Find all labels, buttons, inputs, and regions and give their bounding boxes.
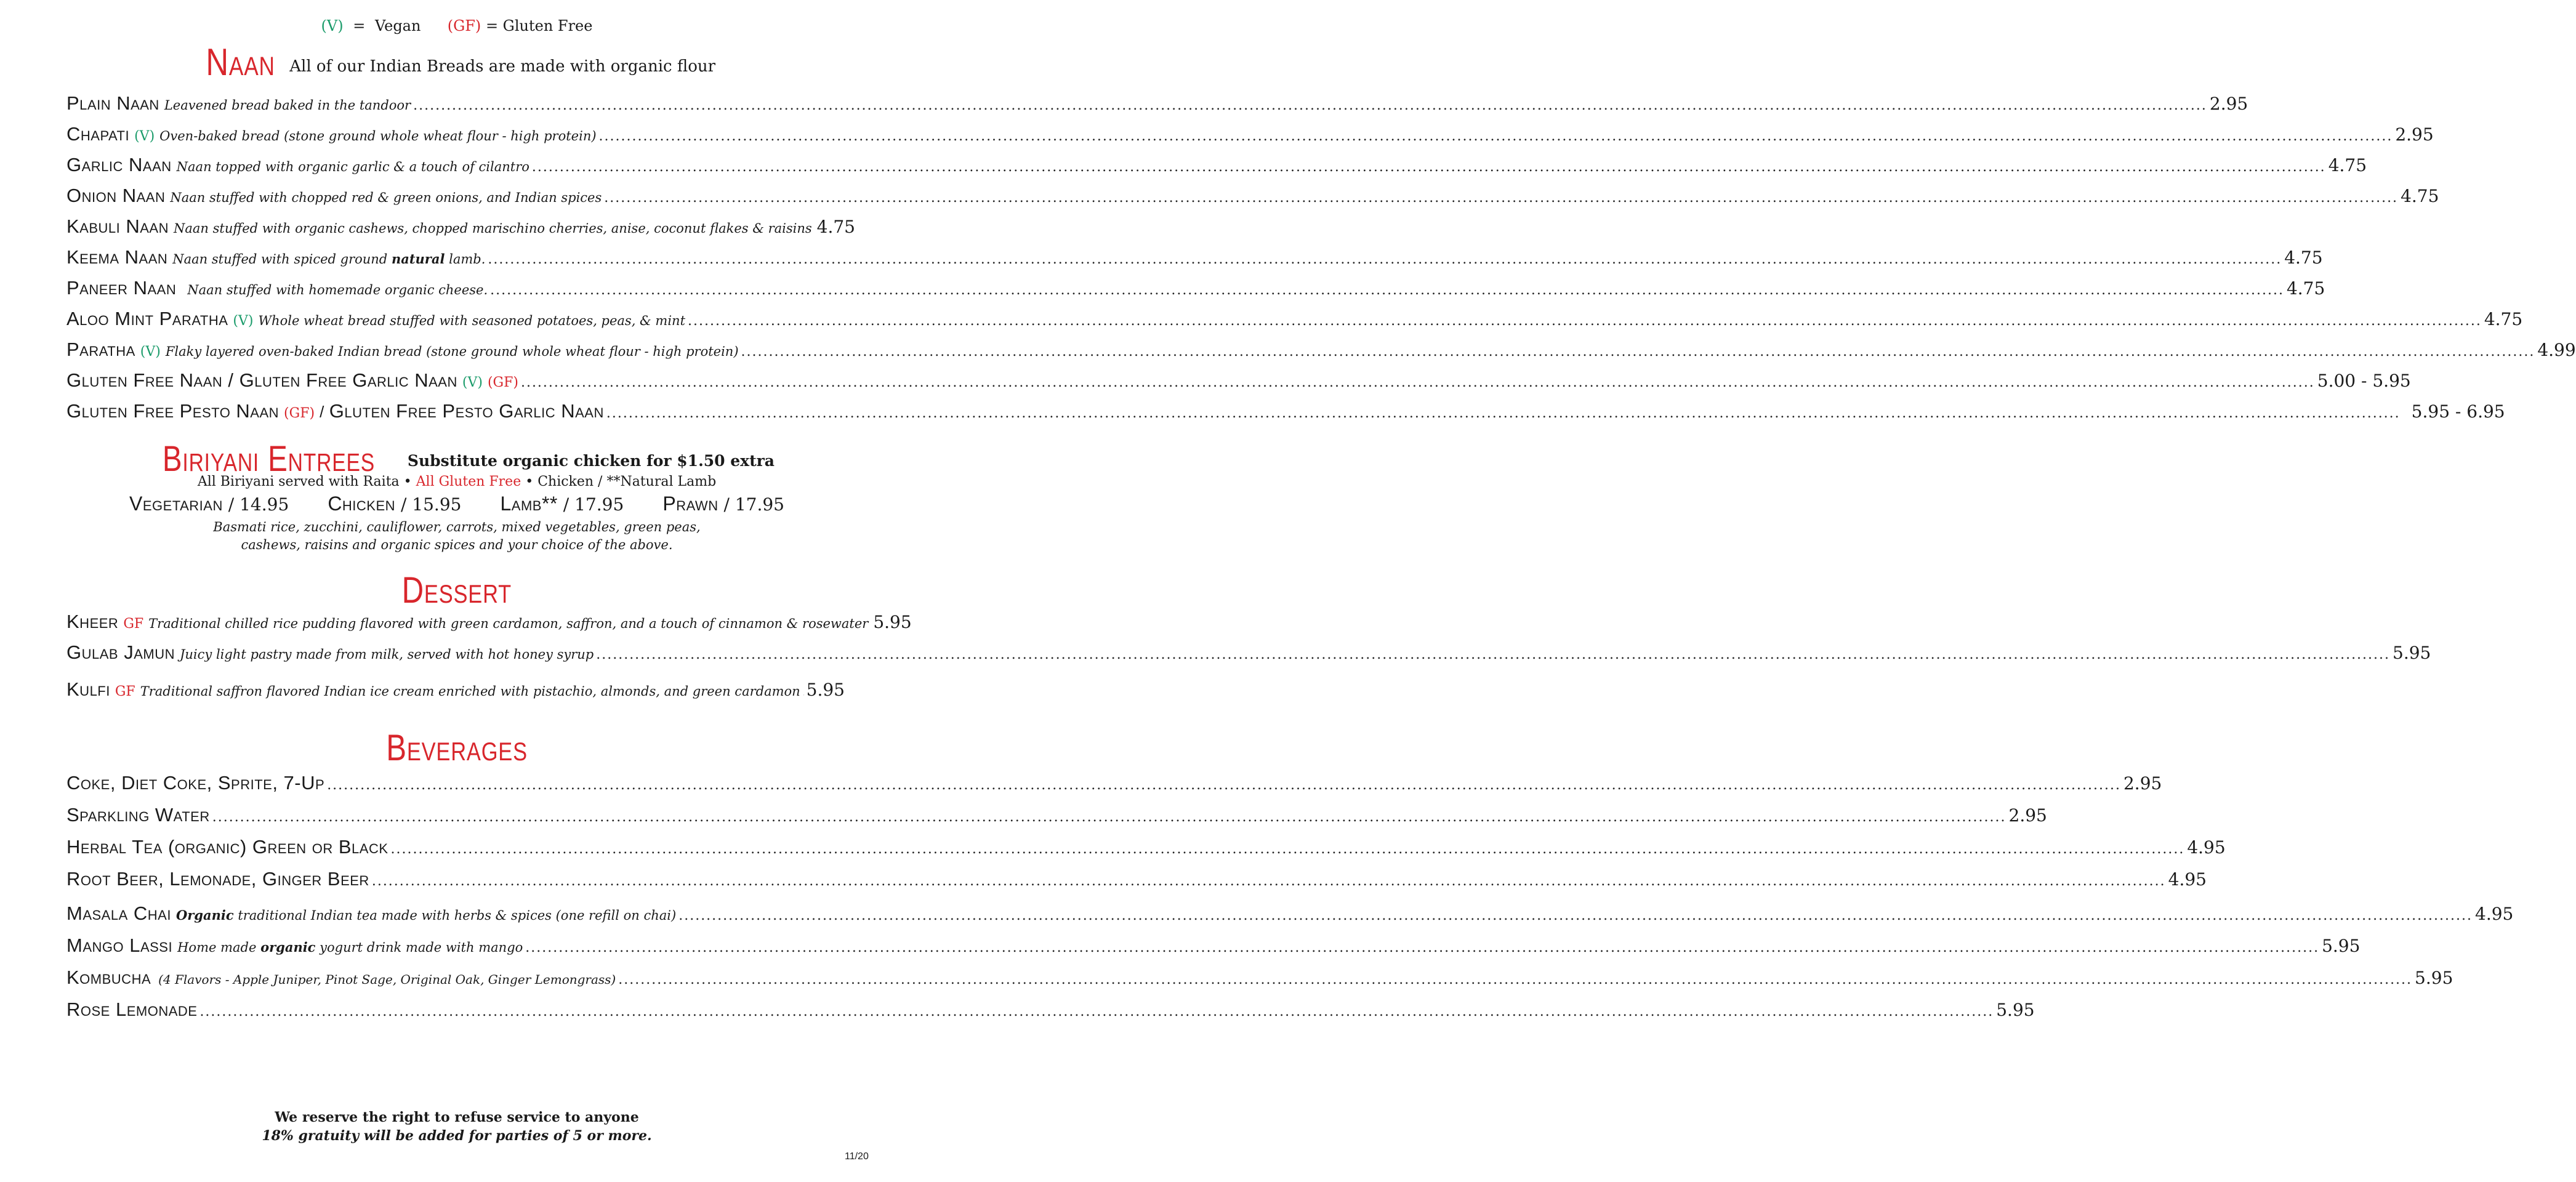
vegan-code: (V) bbox=[321, 17, 344, 34]
dot-leader bbox=[212, 810, 2006, 825]
menu-item bbox=[66, 641, 2431, 664]
item-price: 2.95 bbox=[2209, 94, 2248, 114]
item-description: Oven-baked bread (stone ground whole wheat flour - high protein) bbox=[159, 129, 597, 143]
dot-leader bbox=[688, 313, 2482, 329]
item-price: 2.95 bbox=[2395, 124, 2434, 145]
desc-emphasis: natural bbox=[391, 251, 445, 267]
item-price: 4.75 bbox=[2401, 186, 2439, 206]
desc-text: yogurt drink made with mango bbox=[320, 940, 523, 955]
gluten-free-code: (GF) bbox=[447, 17, 481, 34]
biriyani-subtitle: Substitute organic chicken for $1.50 extra bbox=[407, 452, 775, 470]
item-price: 4.95 bbox=[2475, 904, 2514, 924]
footer bbox=[0, 1108, 914, 1145]
dot-leader bbox=[599, 129, 2393, 144]
item-name: Paratha bbox=[66, 339, 135, 360]
option-name: Prawn bbox=[662, 492, 718, 515]
biriyani-info-text: • Chicken / **Natural Lamb bbox=[525, 474, 717, 489]
item-name: Coke, Diet Coke, Sprite, 7-Up bbox=[66, 772, 325, 794]
biriyani-option bbox=[501, 492, 624, 515]
option-price: / 14.95 bbox=[228, 494, 289, 515]
item-name: Masala Chai bbox=[66, 903, 171, 924]
vegan-label: Vegan bbox=[374, 17, 421, 34]
menu-item bbox=[66, 804, 2047, 826]
item-price: 5.95 bbox=[873, 612, 912, 632]
item-price: 4.75 bbox=[2484, 309, 2523, 329]
item-price: 4.75 bbox=[2286, 278, 2325, 299]
item-description: Traditional saffron flavored Indian ice cream enriched with pistachio, almonds, and green cardamon bbox=[140, 684, 800, 699]
menu-item bbox=[66, 277, 2325, 299]
dot-leader bbox=[678, 908, 2473, 923]
vegan-tag: (V) bbox=[140, 344, 161, 360]
gluten-free-note: All Gluten Free bbox=[416, 474, 521, 489]
item-name: Root Beer, Lemonade, Ginger Beer bbox=[66, 868, 369, 890]
menu-item bbox=[66, 935, 2361, 957]
vegan-tag: (V) bbox=[233, 313, 254, 329]
menu-item bbox=[66, 903, 2514, 925]
biriyani-option bbox=[129, 492, 289, 515]
biriyani-option bbox=[662, 492, 784, 515]
item-price: 4.75 bbox=[2328, 155, 2367, 175]
item-name: Gulab Jamun bbox=[66, 641, 175, 663]
item-description: Whole wheat bread stuffed with seasoned potatoes, peas, & mint bbox=[258, 313, 686, 328]
item-name: Gluten Free Pesto Garlic Naan bbox=[329, 400, 604, 422]
menu-item bbox=[66, 154, 2367, 176]
menu-item bbox=[66, 400, 2505, 422]
item-description bbox=[177, 939, 523, 955]
item-description: Naan stuffed with organic cashews, chopped marischino cherries, anise, coconut flakes & raisins bbox=[174, 221, 812, 236]
menu-item bbox=[66, 868, 2207, 890]
menu-item bbox=[66, 369, 2411, 392]
footer-policy: We reserve the right to refuse service to anyone bbox=[275, 1109, 639, 1125]
item-description: Naan stuffed with homemade organic cheese. bbox=[187, 283, 488, 297]
item-name: Kabuli Naan bbox=[66, 215, 169, 237]
item-price: 5.00 - 5.95 bbox=[2317, 371, 2411, 391]
dot-leader bbox=[525, 940, 2319, 955]
item-description: Juicy light pastry made from milk, served with hot honey syrup bbox=[179, 647, 594, 662]
item-separator: / bbox=[320, 403, 324, 421]
item-description: Leavened bread baked in the tandoor bbox=[164, 98, 411, 113]
item-description: Flaky layered oven-baked Indian bread (stone ground whole wheat flour - high protein) bbox=[165, 344, 739, 359]
item-name: Kulfi bbox=[66, 678, 110, 700]
dot-leader bbox=[391, 842, 2185, 857]
desc-emphasis: organic bbox=[260, 939, 316, 955]
item-name: Chapati bbox=[66, 123, 130, 145]
footer-gratuity: 18% gratuity will be added for parties of 5 or more. bbox=[262, 1128, 652, 1144]
item-name: Onion Naan bbox=[66, 185, 166, 206]
menu-item bbox=[66, 678, 845, 701]
item-name: Rose Lemonade bbox=[66, 999, 198, 1020]
biriyani-section-heading bbox=[0, 438, 914, 480]
beverages-section-heading bbox=[0, 726, 914, 769]
item-price: 4.75 bbox=[816, 217, 855, 237]
menu-item bbox=[66, 999, 2035, 1021]
biriyani-description bbox=[0, 518, 914, 554]
item-name: Herbal Tea (organic) Green or Black bbox=[66, 836, 388, 858]
item-price: 4.95 bbox=[2187, 837, 2226, 858]
menu-item bbox=[66, 339, 2576, 361]
biriyani-info-text: All Biriyani served with Raita • bbox=[197, 474, 412, 489]
item-name: Plain Naan bbox=[66, 92, 159, 114]
item-price: 2.95 bbox=[2123, 773, 2162, 794]
dot-leader bbox=[199, 1004, 1994, 1019]
menu-item bbox=[66, 246, 2323, 268]
item-price: 5.95 bbox=[2322, 936, 2361, 956]
biriyani-description-line: Basmati rice, zucchini, cauliflower, carrots, mixed vegetables, green peas, bbox=[213, 520, 701, 534]
gluten-free-tag: (GF) bbox=[487, 375, 518, 390]
vegan-tag: (V) bbox=[134, 129, 155, 144]
beverages-title: Beverages bbox=[386, 727, 528, 768]
dot-leader bbox=[532, 159, 2326, 175]
item-price: 5.95 bbox=[806, 680, 845, 700]
desc-text: Home made bbox=[177, 940, 257, 955]
gluten-free-tag: (GF) bbox=[284, 406, 315, 421]
option-name: Lamb** bbox=[500, 492, 558, 515]
dot-leader bbox=[372, 874, 2166, 889]
dietary-legend bbox=[0, 17, 914, 34]
gluten-free-label: = Gluten Free bbox=[485, 17, 593, 34]
menu-item bbox=[66, 92, 2248, 115]
dot-leader bbox=[488, 252, 2282, 267]
naan-section-heading bbox=[0, 41, 914, 84]
item-price: 4.99 bbox=[2537, 340, 2576, 360]
item-description bbox=[176, 907, 676, 923]
menu-item bbox=[66, 123, 2434, 145]
dot-leader bbox=[490, 283, 2284, 298]
equals-sign: = bbox=[353, 17, 366, 34]
biriyani-description-line: cashews, raisins and organic spices and your choice of the above. bbox=[241, 537, 673, 552]
menu-item bbox=[66, 836, 2226, 858]
desc-text: traditional Indian tea made with herbs & spices (one refill on chai) bbox=[238, 908, 677, 923]
item-description: Naan topped with organic garlic & a touch of cilantro bbox=[176, 159, 529, 174]
menu-item bbox=[66, 215, 855, 238]
biriyani-title: Biriyani Entrees bbox=[162, 439, 375, 479]
menu-item bbox=[66, 308, 2523, 330]
dot-leader bbox=[741, 344, 2535, 360]
desc-text: lamb. bbox=[449, 252, 486, 267]
item-price: 5.95 bbox=[2393, 643, 2431, 663]
biriyani-option bbox=[328, 492, 461, 515]
naan-subtitle: All of our Indian Breads are made with organic flour bbox=[289, 57, 716, 76]
dot-leader bbox=[606, 406, 2401, 421]
dot-leader bbox=[327, 778, 2121, 793]
gluten-free-tag: GF bbox=[115, 684, 135, 699]
item-name: Sparkling Water bbox=[66, 804, 210, 826]
item-name: Keema Naan bbox=[66, 246, 168, 268]
dot-leader bbox=[521, 375, 2315, 390]
page-number: 11/20 bbox=[845, 1151, 869, 1162]
dot-leader bbox=[618, 972, 2412, 987]
naan-title: Naan bbox=[206, 41, 275, 84]
item-description: Naan stuffed with chopped red & green onions, and Indian spices bbox=[170, 190, 602, 205]
item-description: (4 Flavors - Apple Juniper, Pinot Sage, Original Oak, Ginger Lemongrass) bbox=[158, 972, 616, 987]
item-price: 5.95 bbox=[1996, 1000, 2035, 1020]
item-name: Paneer Naan bbox=[66, 277, 177, 299]
option-price: / 17.95 bbox=[563, 494, 624, 515]
menu-item bbox=[66, 611, 912, 633]
dessert-section-heading bbox=[0, 569, 914, 611]
desc-text: Naan stuffed with spiced ground bbox=[172, 252, 388, 267]
menu-item bbox=[66, 967, 2453, 989]
item-description: Traditional chilled rice pudding flavored with green cardamon, saffron, and a touch of cinnamon & rosewater bbox=[148, 616, 869, 631]
item-name: Kheer bbox=[66, 611, 119, 632]
item-description bbox=[172, 251, 485, 267]
option-price: / 17.95 bbox=[723, 494, 784, 515]
item-price: 4.95 bbox=[2168, 869, 2207, 890]
vegan-tag: (V) bbox=[462, 375, 483, 390]
option-price: / 15.95 bbox=[400, 494, 462, 515]
biriyani-options bbox=[129, 492, 784, 515]
item-price: 2.95 bbox=[2008, 805, 2047, 826]
item-name: Aloo Mint Paratha bbox=[66, 308, 228, 329]
item-name: Mango Lassi bbox=[66, 935, 173, 956]
item-name: Kombucha bbox=[66, 967, 151, 988]
desc-emphasis: Organic bbox=[175, 907, 234, 923]
item-price: 5.95 - 6.95 bbox=[2411, 401, 2505, 422]
item-name: Gluten Free Pesto Naan bbox=[66, 400, 280, 422]
dot-leader bbox=[413, 98, 2207, 113]
menu-item bbox=[66, 772, 2162, 794]
gluten-free-tag: GF bbox=[123, 616, 144, 632]
dot-leader bbox=[604, 190, 2398, 206]
biriyani-info-line bbox=[0, 474, 914, 489]
item-price: 5.95 bbox=[2415, 968, 2453, 988]
menu-item bbox=[66, 185, 2439, 207]
dot-leader bbox=[803, 684, 804, 699]
dessert-title: Dessert bbox=[401, 569, 512, 611]
dot-leader bbox=[596, 647, 2390, 662]
item-name: Garlic Naan bbox=[66, 154, 172, 175]
option-name: Vegetarian bbox=[129, 492, 223, 515]
option-name: Chicken bbox=[328, 492, 396, 515]
item-price: 4.75 bbox=[2284, 247, 2323, 268]
item-name: Gluten Free Naan / Gluten Free Garlic Naan bbox=[66, 369, 457, 391]
